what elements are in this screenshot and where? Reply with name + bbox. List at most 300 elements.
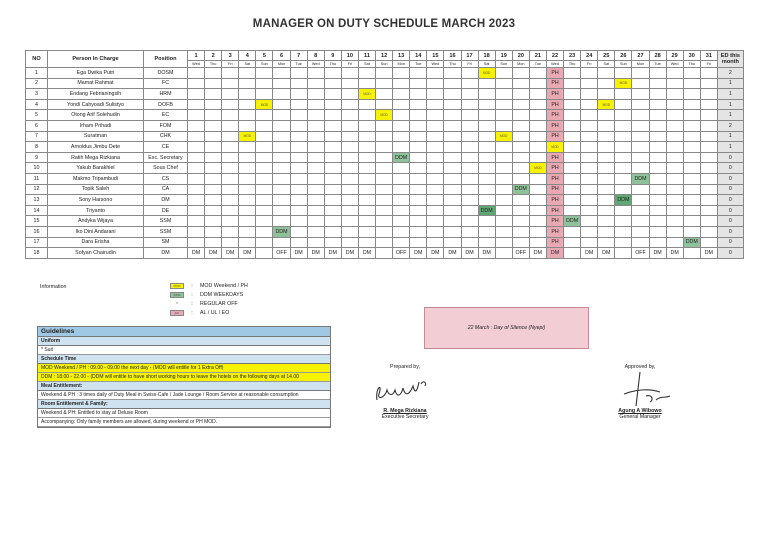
dayname-cell: Mon [273, 61, 290, 68]
schedule-cell [324, 163, 341, 174]
schedule-cell [512, 216, 529, 227]
schedule-cell [427, 142, 444, 153]
schedule-cell [324, 78, 341, 89]
schedule-cell [239, 120, 256, 131]
schedule-cell [427, 110, 444, 121]
day-header: 10 [341, 51, 358, 61]
table-row [26, 205, 744, 216]
schedule-cell [358, 195, 375, 206]
schedule-cell [307, 237, 324, 248]
schedule-cell [478, 184, 495, 195]
schedule-cell [598, 110, 615, 121]
dayname-cell: Thu [564, 61, 581, 68]
schedule-cell [324, 142, 341, 153]
schedule-cell [649, 120, 666, 131]
schedule-cell [598, 78, 615, 89]
schedule-cell [341, 131, 358, 142]
room-text: Weekend & PH: Entitled to stay at Deluxe Room [38, 409, 330, 418]
schedule-cell [495, 237, 512, 248]
schedule-cell [478, 237, 495, 248]
schedule-cell [410, 68, 427, 79]
schedule-cell [700, 195, 717, 206]
schedule-cell [700, 163, 717, 174]
schedule-cell [273, 89, 290, 100]
schedule-cell [341, 184, 358, 195]
schedule-cell [307, 68, 324, 79]
schedule-cell [444, 195, 461, 206]
schedule-cell [444, 131, 461, 142]
schedule-cell [239, 110, 256, 121]
dayname-cell: Wed [307, 61, 324, 68]
col-header-person: Person In Charge [48, 51, 144, 68]
schedule-cell: MOD [546, 142, 563, 153]
schedule-cell [239, 216, 256, 227]
signature-icon [600, 370, 680, 408]
schedule-cell [666, 68, 683, 79]
schedule-cell [324, 68, 341, 79]
col-header-ed: ED this month [717, 51, 743, 68]
dayname-cell: Sun [256, 61, 273, 68]
schedule-cell [632, 205, 649, 216]
schedule-cell [358, 184, 375, 195]
dayname-cell: Mon [512, 61, 529, 68]
schedule-cell [290, 184, 307, 195]
schedule-cell [324, 216, 341, 227]
table-row [26, 226, 744, 237]
schedule-cell [495, 99, 512, 110]
schedule-cell [632, 120, 649, 131]
row-position: EC [144, 110, 188, 121]
schedule-cell [495, 216, 512, 227]
schedule-cell [256, 173, 273, 184]
schedule-cell: DM [478, 248, 495, 259]
schedule-cell [478, 142, 495, 153]
schedule-cell [273, 99, 290, 110]
schedule-cell [649, 216, 666, 227]
row-no: 10 [26, 163, 48, 174]
schedule-cell [307, 163, 324, 174]
signature-icon [365, 370, 445, 408]
schedule-cell [700, 99, 717, 110]
schedule-cell [495, 173, 512, 184]
schedule-cell [512, 142, 529, 153]
day-header: 4 [239, 51, 256, 61]
row-person: Ratih Mega Rizkiana [48, 152, 144, 163]
day-header: 5 [256, 51, 273, 61]
schedule-cell [205, 89, 222, 100]
schedule-cell [307, 78, 324, 89]
schedule-cell [256, 120, 273, 131]
row-ed: 1 [717, 89, 743, 100]
row-person: Yakub Barakhiel [48, 163, 144, 174]
schedule-cell: PH [546, 173, 563, 184]
schedule-cell [598, 131, 615, 142]
schedule-cell [581, 226, 598, 237]
day-header: 22 [546, 51, 563, 61]
schedule-cell [256, 184, 273, 195]
schedule-cell [393, 78, 410, 89]
schedule-cell [410, 99, 427, 110]
prepared-name: R. Mega Rizkiana [383, 408, 427, 414]
schedule-cell [205, 163, 222, 174]
schedule-cell [683, 205, 700, 216]
schedule-cell [581, 131, 598, 142]
day-header: 25 [598, 51, 615, 61]
schedule-cell [222, 152, 239, 163]
schedule-cell [461, 142, 478, 153]
schedule-cell [358, 78, 375, 89]
row-position: SSM [144, 216, 188, 227]
dayname-cell: Tue [410, 61, 427, 68]
schedule-cell [393, 184, 410, 195]
schedule-cell [700, 205, 717, 216]
schedule-cell [307, 195, 324, 206]
schedule-cell [649, 142, 666, 153]
legend-swatch: MOD [170, 283, 184, 289]
information-label: Information [40, 284, 67, 290]
schedule-cell [564, 152, 581, 163]
schedule-cell [581, 163, 598, 174]
schedule-cell [581, 205, 598, 216]
schedule-cell [512, 68, 529, 79]
schedule-cell: DM [188, 248, 205, 259]
schedule-cell [683, 184, 700, 195]
schedule-cell [256, 163, 273, 174]
schedule-cell [358, 173, 375, 184]
legend-text: MOD Weekend / PH [200, 282, 248, 289]
schedule-cell [529, 89, 546, 100]
schedule-cell [393, 173, 410, 184]
schedule-cell: DM [290, 248, 307, 259]
schedule-cell [205, 68, 222, 79]
schedule-cell [444, 216, 461, 227]
schedule-cell [427, 216, 444, 227]
schedule-cell [376, 205, 393, 216]
dayname-cell: Fri [581, 61, 598, 68]
schedule-cell [666, 226, 683, 237]
schedule-cell [495, 89, 512, 100]
schedule-cell [615, 173, 632, 184]
schedule-cell: MOD [376, 110, 393, 121]
schedule-cell [581, 216, 598, 227]
schedule-cell: OFF [512, 248, 529, 259]
schedule-cell [683, 195, 700, 206]
schedule-cell [461, 120, 478, 131]
dayname-cell: Thu [324, 61, 341, 68]
legend-text: DDM WEEKDAYS [200, 291, 244, 298]
schedule-cell [529, 110, 546, 121]
legend-swatch: EO [170, 310, 184, 316]
schedule-cell [478, 226, 495, 237]
row-no: 8 [26, 142, 48, 153]
schedule-cell [273, 110, 290, 121]
day-header: 20 [512, 51, 529, 61]
dayname-cell: Wed [666, 61, 683, 68]
schedule-cell [564, 142, 581, 153]
schedule-cell [188, 184, 205, 195]
schedule-cell: PH [546, 163, 563, 174]
schedule-cell [222, 237, 239, 248]
schedule-cell [461, 205, 478, 216]
schedule-cell [222, 142, 239, 153]
schedule-cell [495, 68, 512, 79]
schedule-cell [307, 184, 324, 195]
schedule-cell [529, 131, 546, 142]
dayname-cell: Thu [444, 61, 461, 68]
schedule-cell [615, 237, 632, 248]
schedule-cell [256, 216, 273, 227]
schedule-cell: DM [649, 248, 666, 259]
schedule-cell [376, 237, 393, 248]
schedule-cell [495, 205, 512, 216]
schedule-cell [307, 205, 324, 216]
schedule-cell [239, 142, 256, 153]
dayname-cell: Sun [615, 61, 632, 68]
schedule-cell [683, 68, 700, 79]
schedule-cell [700, 110, 717, 121]
schedule-cell [307, 89, 324, 100]
table-row [26, 184, 744, 195]
approved-signature-block [600, 364, 680, 420]
row-position: DOSM [144, 68, 188, 79]
dayname-cell: Mon [632, 61, 649, 68]
schedule-cell [256, 195, 273, 206]
schedule-cell [478, 131, 495, 142]
day-header: 26 [615, 51, 632, 61]
row-person: Sony Harsono [48, 195, 144, 206]
schedule-cell [410, 120, 427, 131]
day-header: 19 [495, 51, 512, 61]
approved-role: General Manager [619, 414, 661, 420]
schedule-cell [615, 226, 632, 237]
schedule-cell [632, 68, 649, 79]
schedule-cell [324, 237, 341, 248]
schedule-cell [324, 184, 341, 195]
row-position: CA [144, 184, 188, 195]
schedule-cell [461, 110, 478, 121]
schedule-cell [239, 205, 256, 216]
schedule-cell [341, 78, 358, 89]
schedule-cell [205, 120, 222, 131]
schedule-cell [358, 68, 375, 79]
schedule-cell [598, 226, 615, 237]
schedule-cell: DM [427, 248, 444, 259]
schedule-cell [649, 237, 666, 248]
schedule-cell [564, 237, 581, 248]
schedule-cell: DM [410, 248, 427, 259]
schedule-cell [188, 78, 205, 89]
schedule-cell [598, 173, 615, 184]
schedule-cell [478, 195, 495, 206]
schedule-cell [598, 152, 615, 163]
schedule-cell [358, 205, 375, 216]
schedule-cell [581, 195, 598, 206]
schedule-cell [341, 68, 358, 79]
schedule-cell [376, 120, 393, 131]
schedule-cell [700, 237, 717, 248]
schedule-cell [376, 163, 393, 174]
schedule-cell [358, 152, 375, 163]
schedule-cell [666, 142, 683, 153]
row-person: Makmo Tripambudi [48, 173, 144, 184]
day-header: 1 [188, 51, 205, 61]
table-row [26, 142, 744, 153]
schedule-cell [478, 152, 495, 163]
day-header: 3 [222, 51, 239, 61]
schedule-cell [683, 173, 700, 184]
schedule-cell [290, 89, 307, 100]
schedule-cell: OFF [632, 248, 649, 259]
row-no: 17 [26, 237, 48, 248]
day-header: 9 [324, 51, 341, 61]
row-ed: 0 [717, 184, 743, 195]
dayname-cell: Sun [495, 61, 512, 68]
schedule-cell: DM [324, 248, 341, 259]
schedule-cell [239, 226, 256, 237]
schedule-cell [581, 120, 598, 131]
row-ed: 2 [717, 120, 743, 131]
schedule-cell: DM [581, 248, 598, 259]
schedule-cell [256, 89, 273, 100]
meal-text: Weekend & PH : 3 times daily of Duty Meal in Swiss-Cafe / Jade Lounge / Room Service at reasonable consumption [38, 391, 330, 400]
schedule-cell [222, 78, 239, 89]
day-header: 27 [632, 51, 649, 61]
schedule-cell [222, 131, 239, 142]
schedule-cell [256, 226, 273, 237]
schedule-cell: MOD [478, 68, 495, 79]
schedule-cell: DM [307, 248, 324, 259]
table-row [26, 78, 744, 89]
schedule-cell [222, 184, 239, 195]
schedule-cell [666, 120, 683, 131]
schedule-cell [581, 89, 598, 100]
schedule-cell [239, 184, 256, 195]
day-header: 2 [205, 51, 222, 61]
schedule-cell [581, 152, 598, 163]
row-position: DM [144, 248, 188, 259]
schedule-cell: MOD [239, 131, 256, 142]
schedule-cell: DM [444, 248, 461, 259]
schedule-cell [632, 184, 649, 195]
schedule-cell [598, 89, 615, 100]
table-row [26, 248, 744, 259]
schedule-cell [478, 216, 495, 227]
schedule-cell [478, 163, 495, 174]
schedule-cell [632, 89, 649, 100]
table-row [26, 195, 744, 206]
schedule-cell [495, 163, 512, 174]
schedule-cell [205, 216, 222, 227]
schedule-cell [341, 195, 358, 206]
dayname-cell: Wed [188, 61, 205, 68]
schedule-cell [615, 110, 632, 121]
row-ed: 2 [717, 68, 743, 79]
schedule-cell [273, 173, 290, 184]
schedule-cell [529, 68, 546, 79]
schedule-cell [683, 110, 700, 121]
schedule-cell [273, 120, 290, 131]
dayname-cell: Sat [478, 61, 495, 68]
schedule-cell [529, 173, 546, 184]
legend-item [170, 299, 248, 308]
row-no: 16 [26, 226, 48, 237]
schedule-cell [376, 152, 393, 163]
schedule-cell [324, 195, 341, 206]
schedule-cell [615, 163, 632, 174]
row-no: 4 [26, 99, 48, 110]
schedule-cell [290, 131, 307, 142]
schedule-cell [615, 205, 632, 216]
table-row [26, 99, 744, 110]
schedule-cell [632, 216, 649, 227]
schedule-cell [290, 173, 307, 184]
schedule-cell [358, 120, 375, 131]
schedule-cell [444, 89, 461, 100]
schedule-cell [341, 237, 358, 248]
schedule-cell [376, 89, 393, 100]
dayname-cell: Sat [239, 61, 256, 68]
schedule-cell [683, 152, 700, 163]
schedule-cell [290, 110, 307, 121]
schedule-cell [495, 195, 512, 206]
schedule-cell [205, 78, 222, 89]
uniform-text: * Suit [38, 346, 330, 355]
table-row [26, 120, 744, 131]
ddm-schedule-text: DDM : 18.00 - 22.00 - (DDM will entitle to have short working hours to leave the hotels on the following days at 14.00 [38, 373, 330, 382]
schedule-cell [581, 237, 598, 248]
schedule-cell [632, 131, 649, 142]
schedule-cell [427, 184, 444, 195]
schedule-cell: MOD [495, 131, 512, 142]
schedule-cell [495, 120, 512, 131]
schedule-cell [512, 131, 529, 142]
row-position: CE [144, 142, 188, 153]
schedule-cell [427, 131, 444, 142]
schedule-cell [598, 237, 615, 248]
schedule-cell [444, 68, 461, 79]
schedule-cell: DDM [393, 152, 410, 163]
schedule-cell [324, 205, 341, 216]
schedule-cell: PH [546, 237, 563, 248]
schedule-cell: DM [666, 248, 683, 259]
schedule-cell [581, 184, 598, 195]
schedule-cell [307, 226, 324, 237]
schedule-cell [341, 216, 358, 227]
row-position: Sous Chef [144, 163, 188, 174]
schedule-cell [700, 120, 717, 131]
schedule-cell [478, 173, 495, 184]
row-no: 5 [26, 110, 48, 121]
schedule-cell [358, 216, 375, 227]
schedule-cell [188, 131, 205, 142]
schedule-cell [615, 184, 632, 195]
day-header: 14 [410, 51, 427, 61]
schedule-cell [461, 226, 478, 237]
schedule-cell: DM [461, 248, 478, 259]
schedule-cell [700, 89, 717, 100]
schedule-cell [632, 163, 649, 174]
schedule-cell [188, 173, 205, 184]
schedule-cell [529, 216, 546, 227]
schedule-cell [478, 120, 495, 131]
schedule-cell [495, 248, 512, 259]
legend-item [170, 308, 248, 317]
day-header: 17 [461, 51, 478, 61]
schedule-cell [632, 152, 649, 163]
schedule-cell [581, 142, 598, 153]
schedule-cell [393, 226, 410, 237]
row-no: 1 [26, 68, 48, 79]
